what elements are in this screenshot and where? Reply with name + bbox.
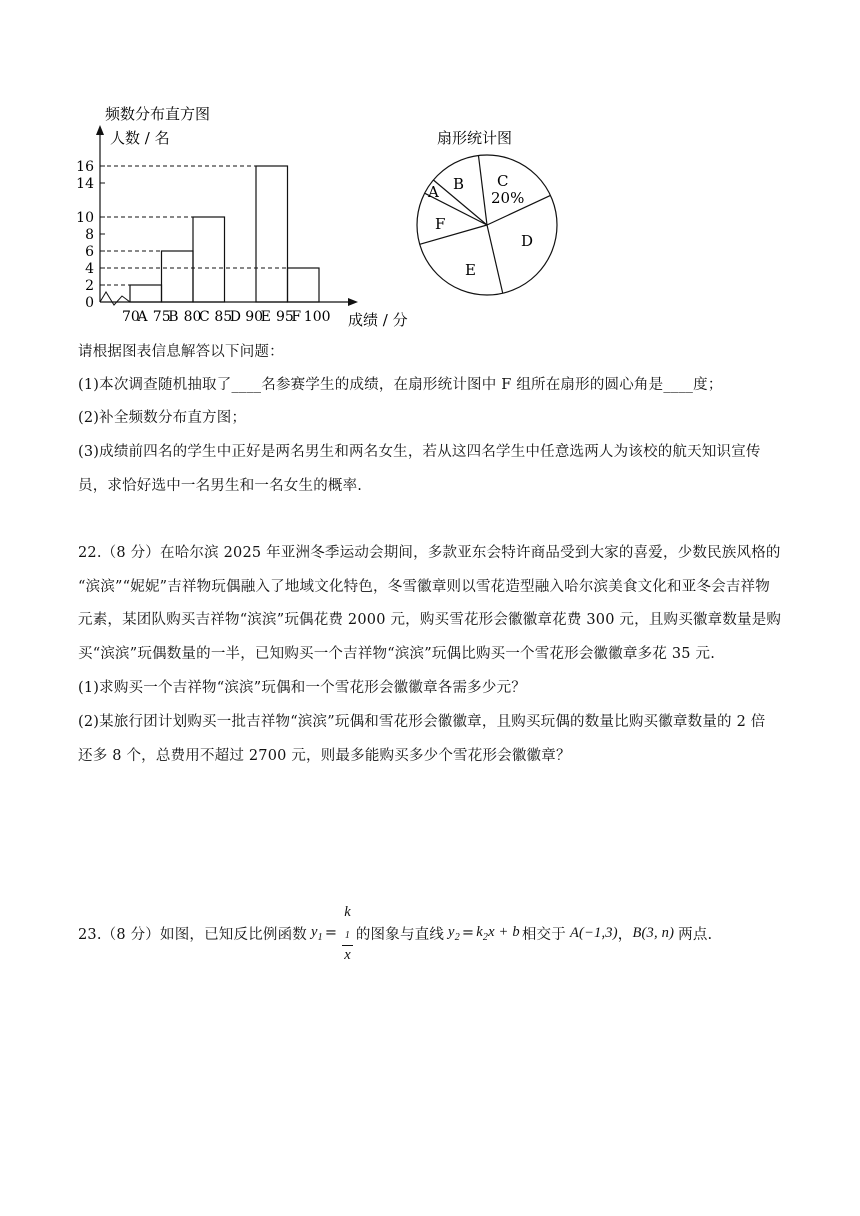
q23-line-eq: $k_2x + b$ — [476, 924, 520, 943]
y-tick-label: 6 — [85, 244, 94, 260]
y-tick-label: 10 — [76, 210, 94, 226]
q21-part2: (2)补全频数分布直方图； — [78, 410, 247, 426]
x-tick-label: 85 — [214, 309, 233, 325]
x-tick-label: C — [199, 309, 210, 325]
histogram-xlabel: 成绩 / 分 — [348, 311, 408, 329]
y-tick-label: 2 — [85, 278, 94, 294]
q23-text-1: 23.（8 分）如图，已知反比例函数 — [78, 926, 307, 943]
histogram-bar — [256, 166, 288, 302]
q23-point-a: A(−1,3) — [569, 924, 618, 941]
pie-label-a: A — [428, 183, 439, 201]
q22-line3: 元素，某团队购买吉祥物“滨滨”玩偶花费 2000 元，购买雪花形会徽徽章花费 300 元，且购买徽章数量是购 — [78, 612, 782, 628]
q23-text-3: 相交于 — [521, 926, 566, 943]
q21-intro: 请根据图表信息解答以下问题： — [78, 344, 284, 360]
q23-text-4: 两点. — [678, 926, 713, 943]
x-tick-label: B — [168, 309, 179, 325]
q22-part2-line2: 还多 8 个，总费用不超过 2700 元，则最多能购买多少个雪花形会徽徽章？ — [78, 748, 571, 764]
pie-slice-divider — [478, 156, 487, 225]
y-axis-arrow — [96, 125, 104, 135]
x-tick-label: D — [229, 309, 242, 325]
histogram-bar — [288, 268, 320, 302]
pie-label-e: E — [465, 261, 476, 279]
y-tick-label: 4 — [85, 261, 94, 277]
histogram-title: 频数分布直方图 — [105, 105, 211, 123]
q21-part3-line2: 员，求恰好选中一名男生和一名女生的概率. — [78, 478, 363, 494]
q22-line4: 买“滨滨”玩偶数量的一半，已知购买一个吉祥物“滨滨”玩偶比购买一个雪花形会徽徽章多花 35 元. — [78, 646, 716, 662]
x-tick-label: E — [260, 309, 271, 325]
pie-label-c-percent: 20% — [491, 189, 525, 207]
x-tick-label: F — [291, 309, 302, 325]
y-tick-label: 0 — [85, 295, 94, 311]
q23-text-2: 的图象与直线 — [355, 926, 445, 943]
q23-line — [78, 903, 712, 964]
q21-part1: (1)本次调查随机抽取了____名参赛学生的成绩，在扇形统计图中 F 组所在扇形的圆心角是____度； — [78, 377, 723, 393]
x-tick-label: 75 — [152, 309, 171, 325]
q23-point-b: B(3, n) — [632, 924, 675, 941]
q21-part3-line1: (3)成绩前四名的学生中正好是两名男生和两名女生，若从这四名学生中任意选两人为该校的航天知识宣传 — [78, 444, 761, 460]
y-tick-label: 8 — [85, 227, 94, 243]
pie-label-c: C — [497, 172, 509, 190]
x-axis-arrow — [348, 298, 358, 306]
pie-slice-divider — [487, 225, 503, 293]
histogram-ylabel: 人数 / 名 — [110, 129, 170, 147]
q23-comma: ， — [617, 926, 633, 943]
q23-equals: = — [324, 925, 338, 942]
x-tick-label: A — [137, 309, 148, 325]
q22-line2: “滨滨”“妮妮”吉祥物玩偶融入了地域文化特色，冬雪徽章则以雪花造型融入哈尔滨美食文化和亚冬会吉祥物 — [78, 579, 770, 595]
pie-slice-divider — [420, 225, 487, 244]
q22-part2-line1: (2)某旅行团计划购买一批吉祥物“滨滨”玩偶和雪花形会徽徽章，且购买玩偶的数量比购买徽章数量的 2 倍 — [78, 714, 766, 730]
pie-label-b: B — [453, 175, 465, 193]
histogram-bar — [130, 285, 162, 302]
frequency-histogram — [60, 95, 420, 335]
y-tick-label: 14 — [76, 176, 94, 192]
histogram-bar — [193, 217, 225, 302]
axis-break-zigzag — [100, 292, 130, 305]
q23-y1: $y_1$ — [311, 924, 323, 943]
pie-label-d: D — [521, 232, 534, 250]
x-tick-label: 90 — [245, 309, 264, 325]
histogram-bar — [162, 251, 194, 302]
pie-title: 扇形统计图 — [437, 129, 513, 147]
q22-line1: 22.（8 分）在哈尔滨 2025 年亚洲冬季运动会期间，多款亚东会特许商品受到大家的喜爱，少数民族风格的 — [78, 545, 781, 561]
x-tick-label: 70 — [122, 309, 140, 325]
pie-label-f: F — [435, 215, 446, 233]
q23-equals-2: = — [461, 925, 475, 942]
q23-y2: $y_2$ — [448, 924, 460, 943]
q22-part1: (1)求购买一个吉祥物“滨滨”玩偶和一个雪花形会徽徽章各需多少元？ — [78, 680, 526, 696]
x-tick-label: 100 — [303, 309, 331, 325]
q23-fraction: k $_1$ x — [344, 904, 351, 963]
pie-chart — [405, 125, 575, 305]
y-tick-label: 16 — [76, 159, 94, 175]
x-tick-label: 80 — [183, 309, 202, 325]
x-tick-label: 95 — [276, 309, 294, 325]
